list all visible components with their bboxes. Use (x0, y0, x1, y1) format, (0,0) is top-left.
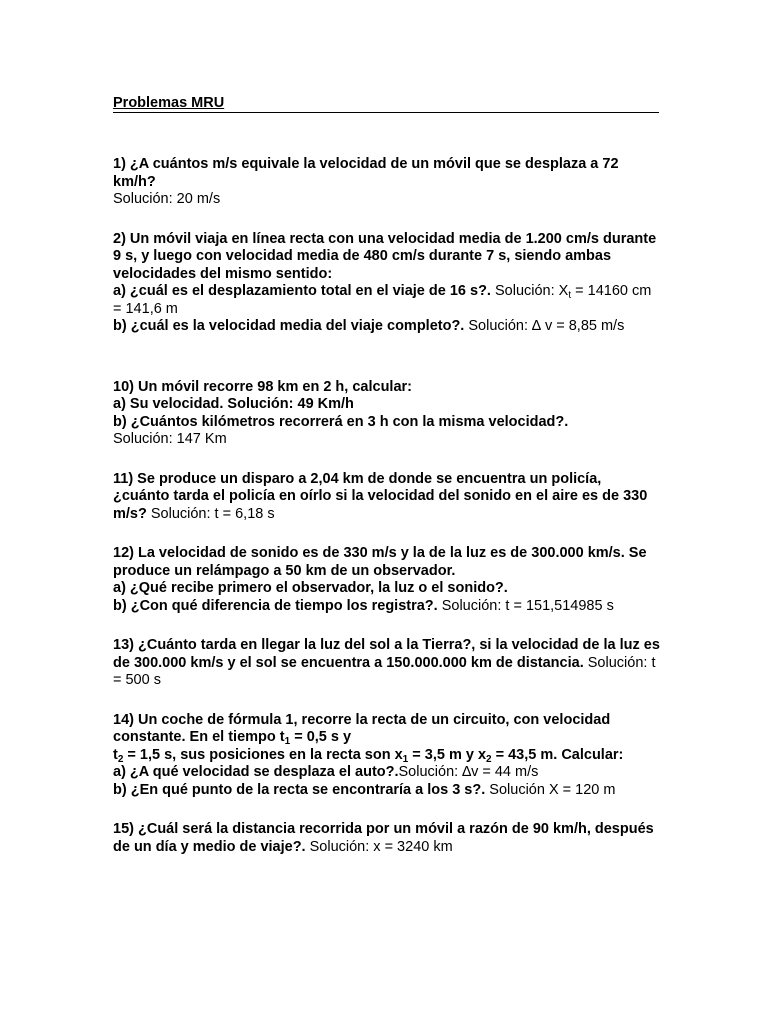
problem-1-solution: Solución: 20 m/s (113, 191, 221, 207)
problem-1 (113, 156, 661, 209)
problem-2-part-a-solution: Solución: X (490, 283, 569, 299)
title-underline-rule (113, 112, 659, 113)
problem-14-line-2-d: = 43,5 m. Calcular: (491, 746, 624, 763)
problem-12-part-b-solution: Solución: t = 151,514985 s (437, 597, 614, 614)
problem-13-text (113, 637, 661, 690)
problem-13-solution: Solución: t = 500 s (113, 654, 656, 688)
problem-14-line-2-a: t (113, 746, 118, 763)
problem-2-part-b-solution: Solución: ∆ v = 8,85 m/s (464, 318, 625, 334)
problem-14-part-b-solution: Solución X = 120 m (485, 781, 616, 798)
problem-12-part-b-question: b) ¿Con qué diferencia de tiempo los registra?. (113, 597, 438, 614)
problem-14-part-a-question: a) ¿A qué velocidad se desplaza el auto?. (113, 764, 399, 780)
problem-15-text (113, 821, 661, 856)
problem-10-part-b-solution: Solución: 147 Km (113, 431, 227, 447)
problem-14-line-2-c: = 3,5 m y x (408, 746, 487, 763)
problem-1-question: 1) ¿A cuántos m/s equivale la velocidad de un móvil que se desplaza a 72 km/h? (113, 156, 619, 190)
problem-11-text (113, 471, 661, 524)
problem-2-question: 2) Un móvil viaja en línea recta con una velocidad media de 1.200 cm/s durante 9 s, y luego con velocidad media de 480 cm/s durante 7 s, siendo ambas velocidades del mismo sentido: (113, 230, 657, 282)
problem-10-question: 10) Un móvil recorre 98 km en 2 h, calcular: (113, 378, 412, 395)
problem-14-line-1-end: = 0,5 s y (290, 729, 352, 745)
problem-15-solution: Solución: x = 3240 km (305, 838, 453, 855)
problem-2-part-a (113, 283, 661, 318)
problem-15-question: 15) ¿Cuál será la distancia recorrida por un móvil a razón de 90 km/h, después de un día y medio de viaje?. (113, 821, 654, 855)
problem-14-part-a-solution: Solución: ∆v = 44 m/s (398, 764, 539, 780)
problem-14-part-a (113, 764, 661, 782)
problem-15 (113, 821, 661, 856)
problem-14-statement (113, 712, 661, 747)
problem-12-part-a: a) ¿Qué recibe primero el observador, la luz o el sonido?. (113, 580, 508, 596)
problem-14-line-2-b: = 1,5 s, sus posiciones en la recta son x (123, 746, 403, 763)
page-title: Problemas MRU (113, 95, 225, 111)
problem-2 (113, 231, 661, 336)
problem-14-line-1: 14) Un coche de fórmula 1, recorre la recta de un circuito, con velocidad constante. En el tiempo t (113, 711, 611, 745)
problem-12 (113, 545, 661, 615)
problem-14-x2-subscript: 2 (486, 753, 492, 765)
problem-10-part-b-question: b) ¿Cuántos kilómetros recorrerá en 3 h con la misma velocidad?. (113, 413, 569, 430)
problem-2-part-a-subscript: t (568, 290, 572, 301)
problem-14 (113, 712, 661, 800)
problem-14-line-2 (113, 747, 661, 765)
problem-2-part-a-solution-value: = 14160 cm = 141,6 m (113, 283, 652, 317)
problem-14-x1-subscript: 1 (402, 753, 409, 765)
problem-11-question: 11) Se produce un disparo a 2,04 km de donde se encuentra un policía, ¿cuánto tarda el policía en oírlo si la velocidad del sonido en el aire es de 330 m/s? (113, 470, 648, 522)
problem-2-part-b-question: b) ¿cuál es la velocidad media del viaje completo?. (113, 318, 465, 334)
problem-2-part-a-question: a) ¿cuál es el desplazamiento total en el viaje de 16 s?. (113, 283, 491, 299)
problem-10-part-a: a) Su velocidad. Solución: 49 Km/h (113, 396, 354, 412)
problem-11-solution: Solución: t = 6,18 s (146, 505, 275, 522)
problem-11 (113, 471, 661, 524)
problem-14-t1-subscript: 1 (284, 736, 291, 747)
problem-12-question: 12) La velocidad de sonido es de 330 m/s y la de la luz es de 300.000 km/s. Se produce un relámpago a 50 km de un observador. (113, 545, 647, 579)
problem-13 (113, 637, 661, 690)
problem-13-question: 13) ¿Cuánto tarda en llegar la luz del sol a la Tierra?, si la velocidad de la luz es de 300.000 km/s y el sol se encuentra a 150.000.000 km de distancia. (113, 637, 660, 671)
problem-2-part-b (113, 318, 661, 336)
problems-list (113, 156, 661, 856)
problem-14-part-b-question: b) ¿En qué punto de la recta se encontraría a los 3 s?. (113, 781, 486, 798)
problem-14-part-b (113, 782, 661, 800)
problem-14-t2-subscript: 2 (117, 753, 124, 765)
problem-12-part-b (113, 598, 661, 616)
problem-10 (113, 379, 661, 449)
